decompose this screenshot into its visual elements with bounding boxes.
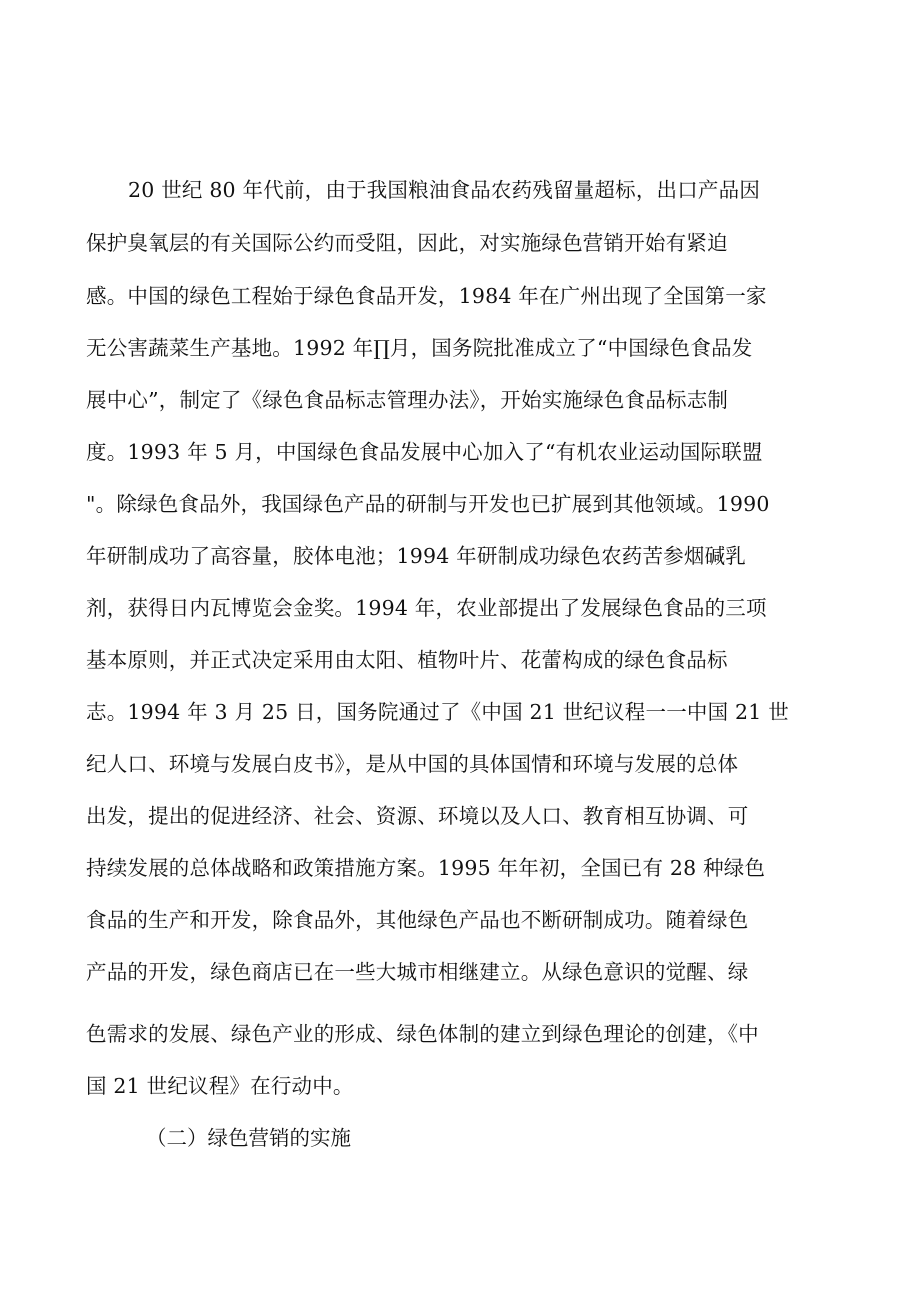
paragraph-line-3: 感。中国的绿色工程始于绿色食品开发，1984 年在广州出现了全国第一家 bbox=[86, 284, 767, 308]
paragraph-line-4: 无公害蔬菜生产基地。1992 年∏月，国务院批准成立了“中国绿色食品发 bbox=[86, 336, 753, 360]
paragraph-line-5: 展中心”，制定了《绿色食品标志管理办法》，开始实施绿色食品标志制 bbox=[86, 388, 729, 412]
paragraph-line-10: 基本原则，并正式决定采用由太阳、植物叶片、花蕾构成的绿色食品标 bbox=[86, 648, 728, 672]
paragraph-line-6: 度。1993 年 5 月，中国绿色食品发展中心加入了“有机农业运动国际联盟 bbox=[86, 440, 763, 464]
paragraph-line-14: 持续发展的总体战略和政策措施方案。1995 年年初，全国已有 28 种绿色 bbox=[86, 856, 766, 880]
paragraph-line-11: 志。1994 年 3 月 25 日，国务院通过了《中国 21 世纪议程一一中国 21 世 bbox=[86, 700, 789, 724]
paragraph-line-18: 国 21 世纪议程》在行动中。 bbox=[86, 1074, 354, 1098]
paragraph-line-9: 剂，获得日内瓦博览会金奖。1994 年，农业部提出了发展绿色食品的三项 bbox=[86, 596, 767, 620]
paragraph-line-17: 色需求的发展、绿色产业的形成、绿色体制的建立到绿色理论的创建，《中 bbox=[86, 1022, 759, 1046]
paragraph-line-7: "。除绿色食品外，我国绿色产品的研制与开发也已扩展到其他领域。1990 bbox=[86, 492, 770, 516]
paragraph-line-8: 年研制成功了高容量，胶体电池；1994 年研制成功绿色农药苦参烟碱乳 bbox=[86, 544, 746, 568]
paragraph-line-2: 保护臭氧层的有关国际公约而受阻，因此，对实施绿色营销开始有紧迫 bbox=[86, 231, 728, 255]
paragraph-line-1: 20 世纪 80 年代前，由于我国粮油食品农药残留量超标，出口产品因 bbox=[128, 178, 761, 202]
paragraph-line-13: 出发，提出的促进经济、社会、资源、环境以及人口、教育相互协调、可 bbox=[86, 804, 749, 828]
paragraph-line-12: 纪人口、环境与发展白皮书》，是从中国的具体国情和环境与发展的总体 bbox=[86, 752, 739, 776]
section-heading: （二）绿色营销的实施 bbox=[146, 1126, 351, 1150]
paragraph-line-15: 食品的生产和开发，除食品外，其他绿色产品也不断研制成功。随着绿色 bbox=[86, 908, 749, 932]
paragraph-line-16: 产品的开发，绿色商店已在一些大城市相继建立。从绿色意识的觉醒、绿 bbox=[86, 960, 749, 984]
